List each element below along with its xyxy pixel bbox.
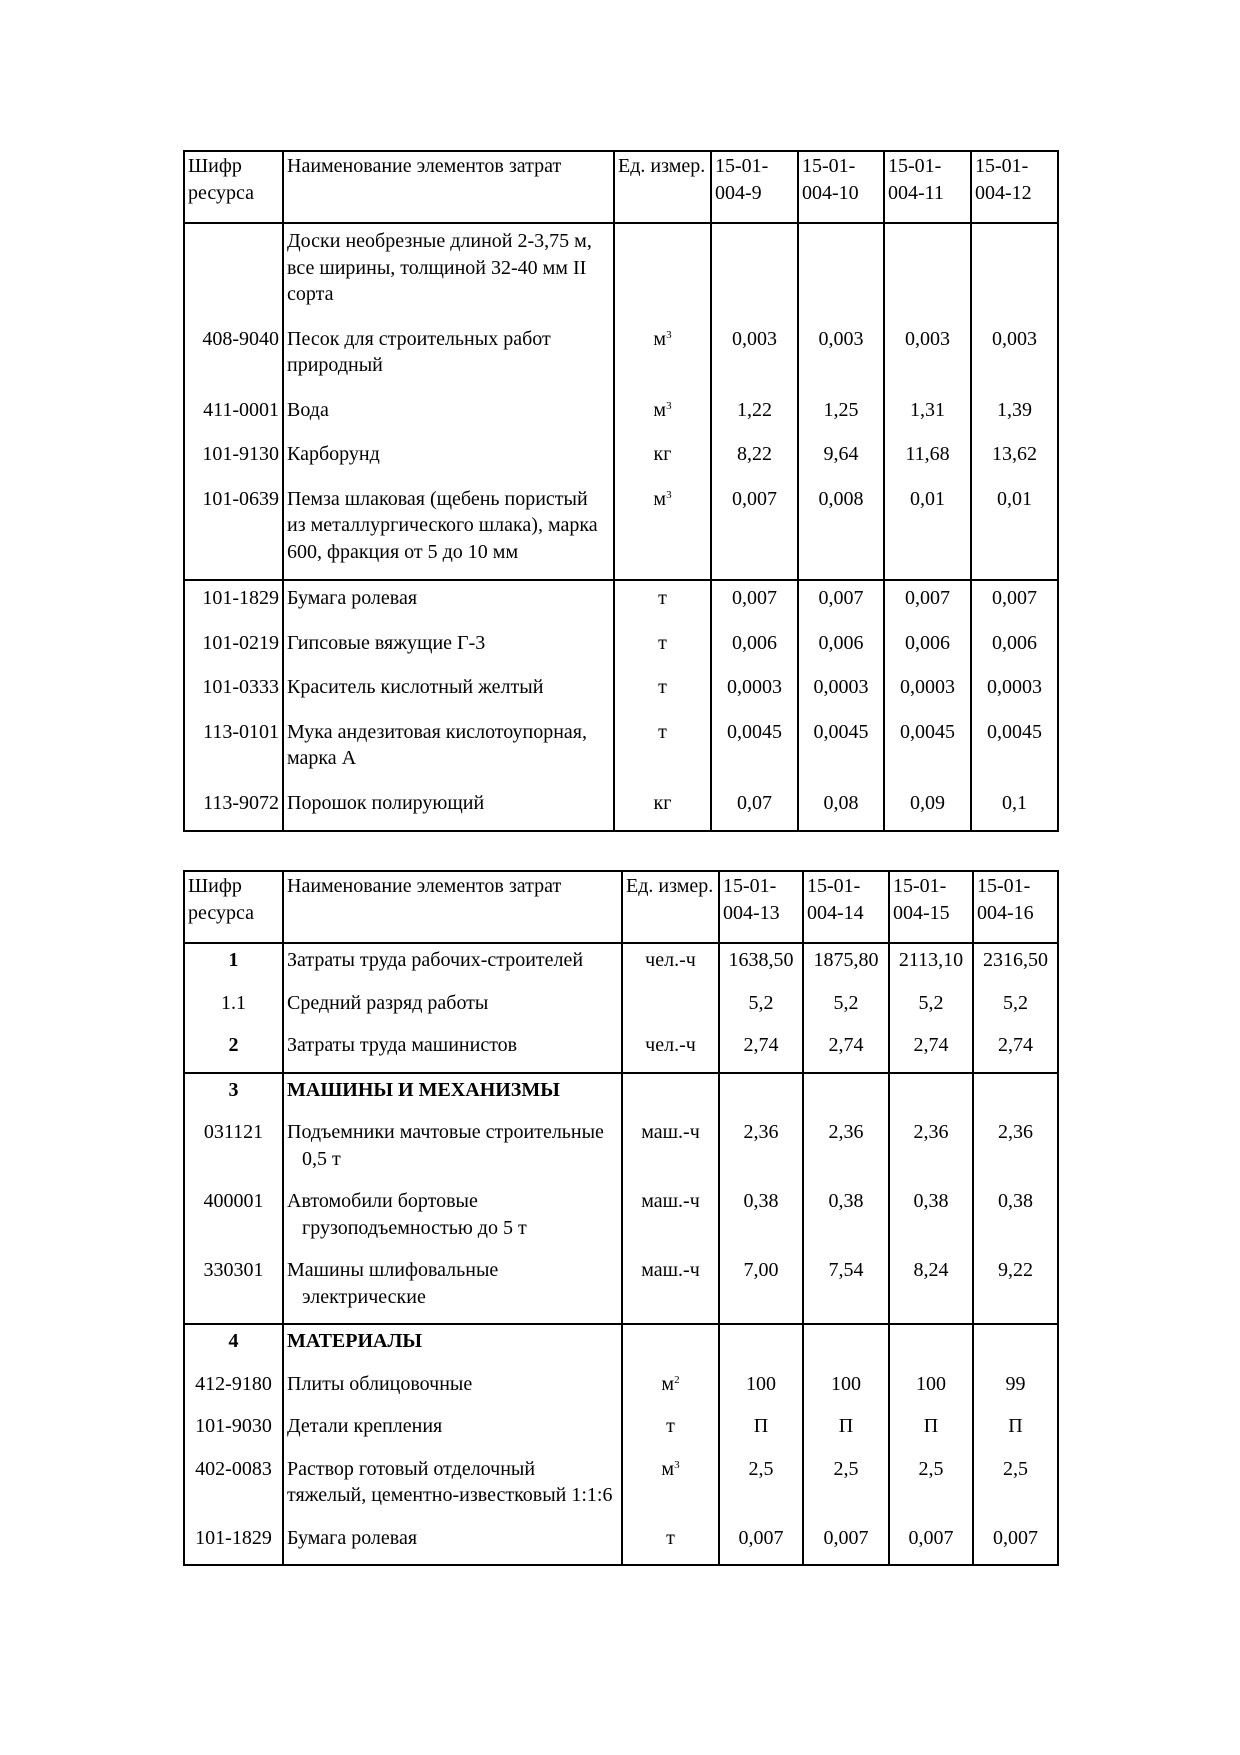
cost-element-name: Доски необрезные длиной 2-3,75 м, все ширины, толщиной 32-40 мм II сорта bbox=[283, 223, 614, 322]
unit-exponent: 2 bbox=[674, 1373, 680, 1386]
unit-text: кг bbox=[653, 443, 672, 465]
norm-value-2: 9,64 bbox=[798, 437, 884, 482]
norm-value-1: 0,006 bbox=[711, 626, 798, 671]
table-row bbox=[184, 1410, 1058, 1453]
header-col-2: 15-01-004-10 bbox=[798, 151, 884, 223]
unit-text: т bbox=[666, 1415, 675, 1437]
header-col-1: 15-01-004-13 bbox=[719, 871, 803, 943]
unit-of-measure bbox=[614, 437, 711, 482]
norm-value-1: 8,22 bbox=[711, 437, 798, 482]
unit-text: м bbox=[653, 487, 667, 510]
header-col-4: 15-01-004-16 bbox=[973, 871, 1058, 943]
cost-element-name: Раствор готовый отделочный тяжелый, цементно-известковый 1:1:6 bbox=[283, 1453, 622, 1522]
norm-value-1: 2,5 bbox=[719, 1453, 803, 1522]
unit-of-measure bbox=[622, 987, 719, 1030]
norm-value-1: 0,007 bbox=[711, 580, 798, 626]
norm-value-4: 0,007 bbox=[971, 580, 1058, 626]
header-unit: Ед. измер. bbox=[614, 151, 711, 223]
unit-of-measure bbox=[614, 580, 711, 626]
norm-value-4: П bbox=[973, 1410, 1058, 1453]
norm-value-4: 2316,50 bbox=[973, 943, 1058, 987]
table-row bbox=[184, 1254, 1058, 1324]
resource-code: 330301 bbox=[184, 1254, 283, 1324]
header-code: Шифр ресурса bbox=[184, 151, 283, 223]
norm-value-1: 1,22 bbox=[711, 393, 798, 438]
unit-text: маш.-ч bbox=[641, 1259, 700, 1281]
norm-value-1: 0,0045 bbox=[711, 715, 798, 786]
norm-value-4: 0,0003 bbox=[971, 670, 1058, 715]
norm-value-2: 2,36 bbox=[803, 1116, 889, 1185]
unit-of-measure bbox=[614, 626, 711, 671]
unit-exponent: 3 bbox=[666, 399, 672, 412]
header-code: Шифр ресурса bbox=[184, 871, 283, 943]
table-row bbox=[184, 580, 1058, 626]
cost-element-name: Автомобили бортовые грузоподъемностью до 5 т bbox=[283, 1185, 622, 1254]
norm-value-2 bbox=[798, 223, 884, 322]
unit-exponent: 3 bbox=[666, 328, 672, 341]
cost-element-name: Песок для строительных работ природный bbox=[283, 322, 614, 393]
unit-of-measure bbox=[614, 223, 711, 322]
cost-element-name: Бумага ролевая bbox=[283, 1522, 622, 1566]
unit-of-measure bbox=[622, 1522, 719, 1566]
unit-text: м bbox=[653, 398, 667, 421]
norm-value-2: 100 bbox=[803, 1368, 889, 1411]
table-header-row bbox=[184, 871, 1058, 943]
resource-code: 031121 bbox=[184, 1116, 283, 1185]
norm-value-3: 1,31 bbox=[884, 393, 971, 438]
table-row bbox=[184, 1368, 1058, 1411]
table-row bbox=[184, 322, 1058, 393]
norm-value-4: 0,01 bbox=[971, 482, 1058, 581]
norm-value-4: 9,22 bbox=[973, 1254, 1058, 1324]
norm-value-2: 0,008 bbox=[798, 482, 884, 581]
norm-value-3: 0,38 bbox=[889, 1185, 973, 1254]
table-row bbox=[184, 1185, 1058, 1254]
cost-element-name: Затраты труда рабочих-строителей bbox=[283, 943, 622, 987]
norm-value-3: П bbox=[889, 1410, 973, 1453]
cost-element-name: Краситель кислотный желтый bbox=[283, 670, 614, 715]
unit-text: м bbox=[661, 1457, 675, 1480]
norm-value-3: 0,0003 bbox=[884, 670, 971, 715]
cost-element-name: Плиты облицовочные bbox=[283, 1368, 622, 1411]
norm-value-1: 0,0003 bbox=[711, 670, 798, 715]
norm-value-4: 0,003 bbox=[971, 322, 1058, 393]
resource-code: 1 bbox=[184, 943, 283, 987]
table-row bbox=[184, 1073, 1058, 1117]
resource-code: 113-9072 bbox=[184, 786, 283, 832]
norm-value-3: 8,24 bbox=[889, 1254, 973, 1324]
table-row bbox=[184, 987, 1058, 1030]
resource-code: 4 bbox=[184, 1324, 283, 1368]
table-row bbox=[184, 715, 1058, 786]
norm-value-3: 100 bbox=[889, 1368, 973, 1411]
unit-of-measure bbox=[622, 1410, 719, 1453]
norm-value-1: 2,36 bbox=[719, 1116, 803, 1185]
cost-element-name: Мука андезитовая кислотоупорная, марка А bbox=[283, 715, 614, 786]
norm-value-1: 0,007 bbox=[711, 482, 798, 581]
unit-text: т bbox=[658, 587, 667, 609]
resource-code: 101-9030 bbox=[184, 1410, 283, 1453]
resource-code: 402-0083 bbox=[184, 1453, 283, 1522]
header-unit: Ед. измер. bbox=[622, 871, 719, 943]
unit-of-measure bbox=[614, 670, 711, 715]
norm-value-1: 0,07 bbox=[711, 786, 798, 832]
cost-element-name: Гипсовые вяжущие Г-3 bbox=[283, 626, 614, 671]
resource-code: 101-1829 bbox=[184, 1522, 283, 1566]
table-row bbox=[184, 1029, 1058, 1073]
resource-code: 2 bbox=[184, 1029, 283, 1073]
table-row bbox=[184, 437, 1058, 482]
unit-of-measure bbox=[622, 1368, 719, 1411]
norm-value-2 bbox=[803, 1073, 889, 1117]
header-name: Наименование элементов затрат bbox=[283, 871, 622, 943]
unit-of-measure bbox=[622, 1073, 719, 1117]
norm-value-3 bbox=[889, 1073, 973, 1117]
resource-code: 101-0639 bbox=[184, 482, 283, 581]
norm-value-2: 2,74 bbox=[803, 1029, 889, 1073]
norm-value-1: 2,74 bbox=[719, 1029, 803, 1073]
norm-value-2: 7,54 bbox=[803, 1254, 889, 1324]
norm-value-1 bbox=[719, 1324, 803, 1368]
resource-code: 101-9130 bbox=[184, 437, 283, 482]
norm-value-1: 0,003 bbox=[711, 322, 798, 393]
table-row bbox=[184, 1453, 1058, 1522]
norm-value-2: 0,0045 bbox=[798, 715, 884, 786]
resource-table-1 bbox=[183, 150, 1059, 832]
norm-value-4 bbox=[973, 1324, 1058, 1368]
norm-value-3: 2113,10 bbox=[889, 943, 973, 987]
cost-element-name: МАШИНЫ И МЕХАНИЗМЫ bbox=[283, 1073, 622, 1117]
norm-value-2: 0,38 bbox=[803, 1185, 889, 1254]
norm-value-3: 0,01 bbox=[884, 482, 971, 581]
resource-table-2 bbox=[183, 870, 1059, 1566]
norm-value-3: 2,5 bbox=[889, 1453, 973, 1522]
table-row bbox=[184, 626, 1058, 671]
norm-value-3: 5,2 bbox=[889, 987, 973, 1030]
norm-value-3 bbox=[884, 223, 971, 322]
norm-value-1: 5,2 bbox=[719, 987, 803, 1030]
resource-code: 113-0101 bbox=[184, 715, 283, 786]
unit-text: м bbox=[661, 1372, 675, 1395]
cost-element-name: МАТЕРИАЛЫ bbox=[283, 1324, 622, 1368]
norm-value-3: 2,36 bbox=[889, 1116, 973, 1185]
unit-of-measure bbox=[622, 1116, 719, 1185]
norm-value-4: 99 bbox=[973, 1368, 1058, 1411]
table-row bbox=[184, 393, 1058, 438]
norm-value-3: 0,09 bbox=[884, 786, 971, 832]
norm-value-3: 0,007 bbox=[884, 580, 971, 626]
norm-value-3: 2,74 bbox=[889, 1029, 973, 1073]
norm-value-1: 0,007 bbox=[719, 1522, 803, 1566]
resource-code bbox=[184, 223, 283, 322]
unit-of-measure bbox=[614, 786, 711, 832]
header-col-4: 15-01-004-12 bbox=[971, 151, 1058, 223]
unit-of-measure bbox=[614, 393, 711, 438]
unit-of-measure bbox=[622, 943, 719, 987]
unit-text: т bbox=[658, 676, 667, 698]
header-col-1: 15-01-004-9 bbox=[711, 151, 798, 223]
cost-element-name: Порошок полирующий bbox=[283, 786, 614, 832]
cost-element-name: Бумага ролевая bbox=[283, 580, 614, 626]
norm-value-2: 0,08 bbox=[798, 786, 884, 832]
norm-value-1: 7,00 bbox=[719, 1254, 803, 1324]
table-header-row bbox=[184, 151, 1058, 223]
table-row bbox=[184, 1522, 1058, 1566]
unit-text: кг bbox=[653, 791, 672, 814]
norm-value-2: 0,006 bbox=[798, 626, 884, 671]
norm-value-2: 1,25 bbox=[798, 393, 884, 438]
unit-text: маш.-ч bbox=[641, 1190, 700, 1212]
unit-text: м bbox=[653, 327, 667, 350]
resource-code: 101-0333 bbox=[184, 670, 283, 715]
resource-code: 3 bbox=[184, 1073, 283, 1117]
resource-code: 1.1 bbox=[184, 987, 283, 1030]
table-row bbox=[184, 786, 1058, 832]
header-col-3: 15-01-004-11 bbox=[884, 151, 971, 223]
resource-code: 400001 bbox=[184, 1185, 283, 1254]
unit-text: чел.-ч bbox=[645, 1034, 696, 1056]
norm-value-1: 0,38 bbox=[719, 1185, 803, 1254]
norm-value-4: 0,38 bbox=[973, 1185, 1058, 1254]
resource-code: 412-9180 bbox=[184, 1368, 283, 1411]
cost-element-name: Средний разряд работы bbox=[283, 987, 622, 1030]
cost-element-name: Пемза шлаковая (щебень пористый из металлургического шлака), марка 600, фракция от 5 до 10 мм bbox=[283, 482, 614, 581]
norm-value-3: 11,68 bbox=[884, 437, 971, 482]
norm-value-4 bbox=[973, 1073, 1058, 1117]
cost-element-name: Машины шлифовальные электрические bbox=[283, 1254, 622, 1324]
table-row bbox=[184, 223, 1058, 322]
norm-value-2: 0,0003 bbox=[798, 670, 884, 715]
norm-value-1: 100 bbox=[719, 1368, 803, 1411]
norm-value-2: 2,5 bbox=[803, 1453, 889, 1522]
unit-text: т bbox=[658, 631, 667, 654]
cost-element-name: Затраты труда машинистов bbox=[283, 1029, 622, 1073]
resource-code: 101-1829 bbox=[184, 580, 283, 626]
table-row bbox=[184, 670, 1058, 715]
norm-value-3: 0,006 bbox=[884, 626, 971, 671]
header-col-3: 15-01-004-15 bbox=[889, 871, 973, 943]
norm-value-2: П bbox=[803, 1410, 889, 1453]
resource-code: 411-0001 bbox=[184, 393, 283, 438]
cost-element-name: Детали крепления bbox=[283, 1410, 622, 1453]
norm-value-2: 0,007 bbox=[798, 580, 884, 626]
unit-of-measure bbox=[622, 1324, 719, 1368]
unit-of-measure bbox=[622, 1254, 719, 1324]
norm-value-3: 0,003 bbox=[884, 322, 971, 393]
cost-element-name: Вода bbox=[283, 393, 614, 438]
norm-value-1: П bbox=[719, 1410, 803, 1453]
header-col-2: 15-01-004-14 bbox=[803, 871, 889, 943]
norm-value-4: 2,36 bbox=[973, 1116, 1058, 1185]
norm-value-3: 0,007 bbox=[889, 1522, 973, 1566]
unit-exponent: 3 bbox=[666, 488, 672, 501]
unit-of-measure bbox=[614, 715, 711, 786]
norm-value-2: 5,2 bbox=[803, 987, 889, 1030]
norm-value-1 bbox=[719, 1073, 803, 1117]
norm-value-3: 0,0045 bbox=[884, 715, 971, 786]
unit-exponent: 3 bbox=[674, 1458, 680, 1471]
table-row bbox=[184, 1116, 1058, 1185]
norm-value-4: 0,1 bbox=[971, 786, 1058, 832]
table-row bbox=[184, 482, 1058, 581]
norm-value-4: 0,0045 bbox=[971, 715, 1058, 786]
unit-of-measure bbox=[622, 1185, 719, 1254]
unit-text: маш.-ч bbox=[641, 1121, 700, 1143]
cost-element-name: Карборунд bbox=[283, 437, 614, 482]
norm-value-4: 0,006 bbox=[971, 626, 1058, 671]
norm-value-2: 0,003 bbox=[798, 322, 884, 393]
norm-value-3 bbox=[889, 1324, 973, 1368]
norm-value-1 bbox=[711, 223, 798, 322]
norm-value-2: 0,007 bbox=[803, 1522, 889, 1566]
unit-of-measure bbox=[614, 482, 711, 581]
norm-value-2 bbox=[803, 1324, 889, 1368]
unit-of-measure bbox=[622, 1029, 719, 1073]
header-name: Наименование элементов затрат bbox=[283, 151, 614, 223]
unit-of-measure bbox=[614, 322, 711, 393]
table-row bbox=[184, 1324, 1058, 1368]
table-row bbox=[184, 943, 1058, 987]
unit-text: т bbox=[658, 720, 667, 743]
norm-value-4: 2,5 bbox=[973, 1453, 1058, 1522]
unit-of-measure bbox=[622, 1453, 719, 1522]
resource-code: 101-0219 bbox=[184, 626, 283, 671]
cost-element-name: Подъемники мачтовые строительные 0,5 т bbox=[283, 1116, 622, 1185]
norm-value-4: 1,39 bbox=[971, 393, 1058, 438]
norm-value-4: 0,007 bbox=[973, 1522, 1058, 1566]
norm-value-4 bbox=[971, 223, 1058, 322]
unit-text: чел.-ч bbox=[645, 949, 696, 971]
norm-value-2: 1875,80 bbox=[803, 943, 889, 987]
unit-text: т bbox=[666, 1526, 675, 1549]
resource-code: 408-9040 bbox=[184, 322, 283, 393]
norm-value-4: 2,74 bbox=[973, 1029, 1058, 1073]
norm-value-1: 1638,50 bbox=[719, 943, 803, 987]
norm-value-4: 13,62 bbox=[971, 437, 1058, 482]
norm-value-4: 5,2 bbox=[973, 987, 1058, 1030]
